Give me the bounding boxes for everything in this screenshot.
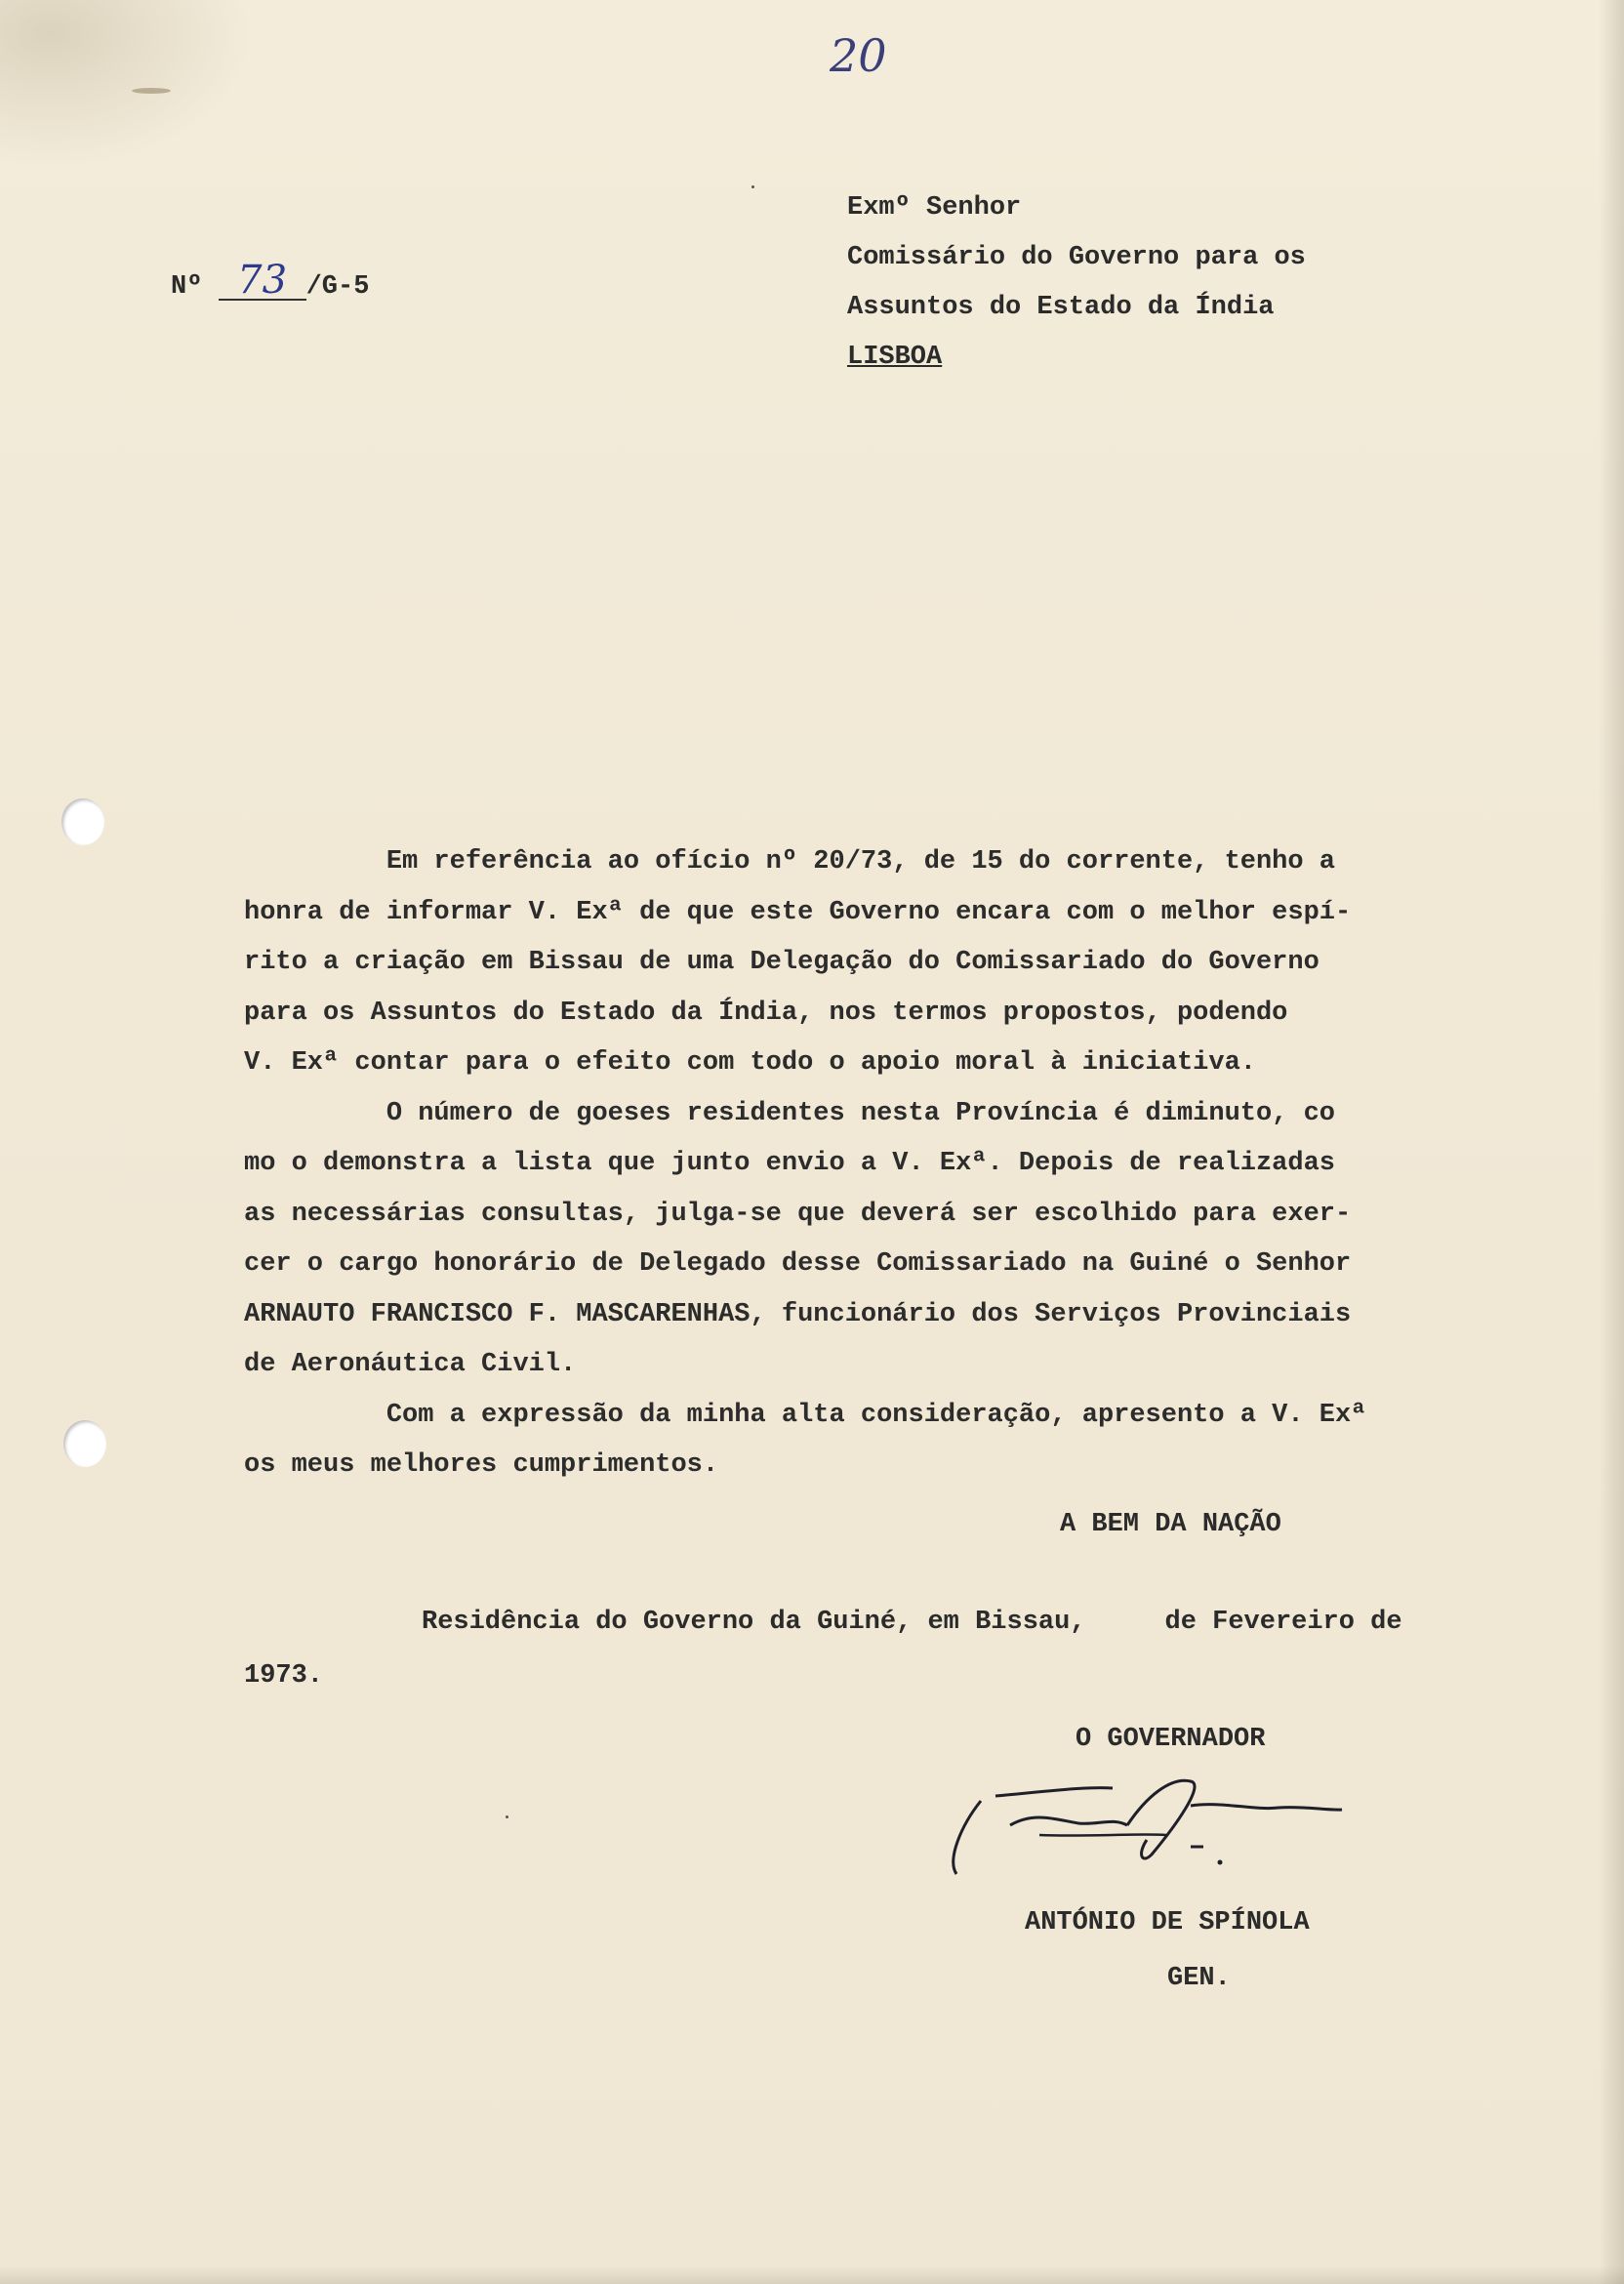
body-line: V. Exª contar para o efeito com todo o apoio moral à iniciativa. (244, 1048, 1256, 1078)
body-line: para os Assuntos do Estado da Índia, nos termos propostos, podendo (244, 998, 1288, 1028)
letter-body (244, 837, 1513, 1491)
corner-stain (0, 0, 254, 166)
addressee-city: LISBOA (847, 343, 943, 372)
paper-stain (132, 88, 171, 94)
body-line: honra de informar V. Exª de que este Governo encara com o melhor espí- (244, 897, 1352, 927)
body-line: rito a criação em Bissau de uma Delegação do Comissariado do Governo (244, 948, 1320, 977)
punch-hole-top (61, 798, 104, 845)
reference-number (171, 258, 370, 303)
handwritten-signature (942, 1767, 1352, 1884)
body-line: os meus melhores cumprimentos. (244, 1450, 719, 1480)
signer-rank: GEN. (1167, 1964, 1231, 1993)
addressee-line: Exmº Senhor (847, 193, 1022, 223)
body-line: cer o cargo honorário de Delegado desse Comissariado na Guiné o Senhor (244, 1249, 1352, 1279)
page-bottom-shadow (0, 2266, 1624, 2284)
paper-speck (506, 1815, 508, 1818)
reference-handwritten-number: 73 (219, 262, 306, 301)
body-line: Com a expressão da minha alta consideração, apresento a V. Exª (244, 1400, 1367, 1430)
reference-prefix: Nº (171, 272, 203, 302)
page-number: 20 (830, 29, 887, 82)
signer-name: ANTÓNIO DE SPÍNOLA (1025, 1908, 1310, 1937)
body-line: ARNAUTO FRANCISCO F. MASCARENHAS, funcionário dos Serviços Provinciais (244, 1299, 1352, 1329)
addressee-block (847, 184, 1306, 383)
punch-hole-bottom (63, 1420, 106, 1467)
addressee-line: Assuntos do Estado da Índia (847, 293, 1275, 322)
body-line: de Aeronáutica Civil. (244, 1350, 577, 1379)
page-edge-shadow (1599, 0, 1624, 2284)
body-line: Em referência ao ofício nº 20/73, de 15 do corrente, tenho a (244, 847, 1335, 877)
year-line: 1973. (244, 1661, 324, 1691)
reference-suffix: /G-5 (305, 272, 370, 302)
paper-speck (751, 185, 754, 188)
place-date-line: Residência do Governo da Guiné, em Bissau, de Fevereiro de (422, 1608, 1402, 1637)
body-line: mo o demonstra a lista que junto envio a V. Exª. Depois de realizadas (244, 1149, 1335, 1178)
body-line: O número de goeses residentes nesta Província é diminuto, co (244, 1098, 1335, 1128)
addressee-line: Comissário do Governo para os (847, 243, 1306, 272)
body-line: as necessárias consultas, julga-se que deverá ser escolhido para exer- (244, 1199, 1352, 1229)
closing-salutation: A BEM DA NAÇÃO (1060, 1510, 1281, 1539)
signer-role: O GOVERNADOR (1076, 1725, 1266, 1754)
